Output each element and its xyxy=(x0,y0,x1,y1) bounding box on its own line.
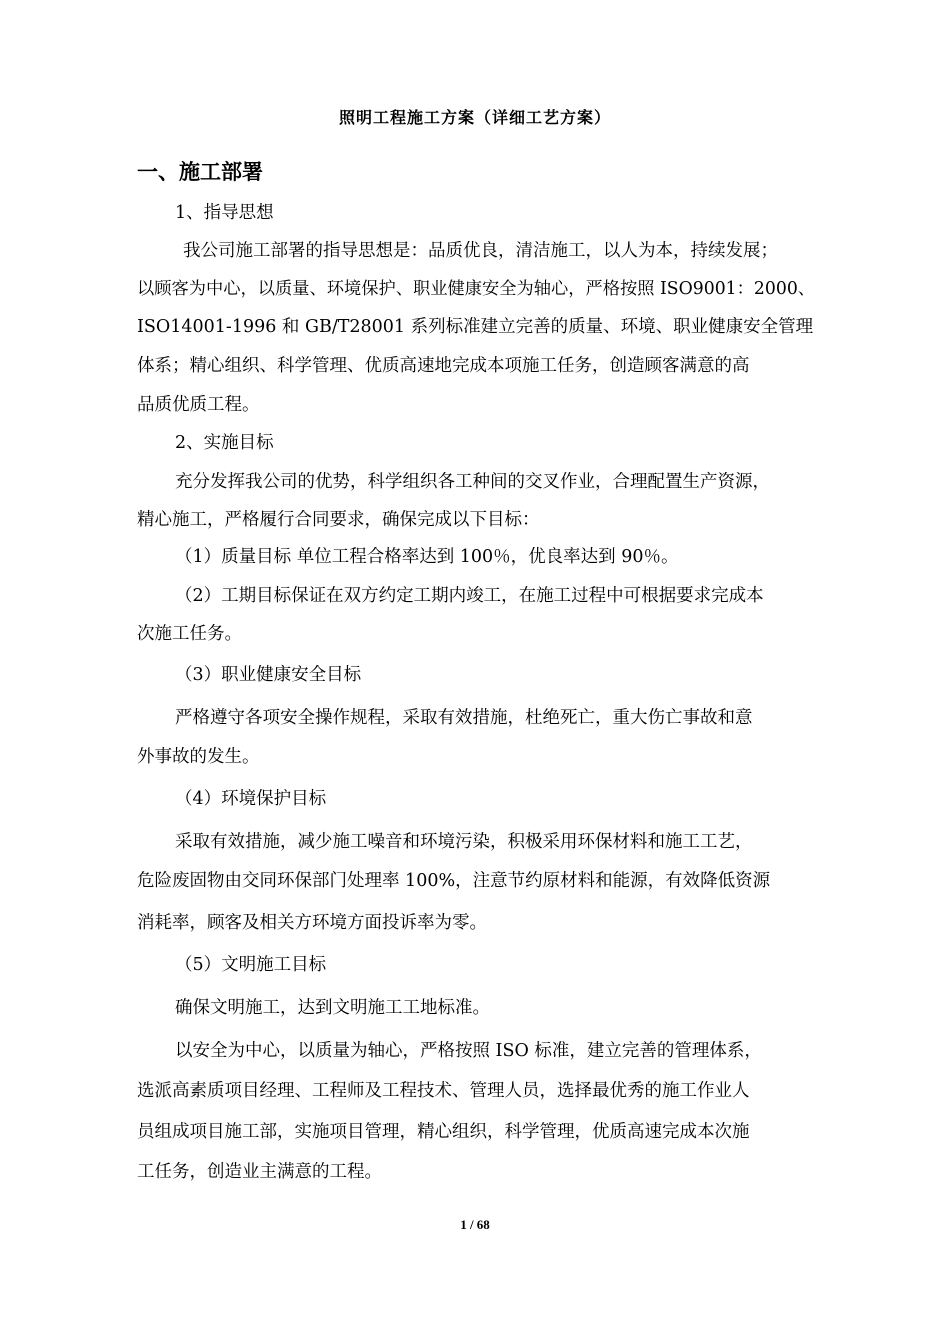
paragraph-line: 采取有效措施，减少施工噪音和环境污染，积极采用环保材料和施工工艺， xyxy=(175,832,753,852)
document-title: 照明工程施工方案（详细工艺方案） xyxy=(338,108,611,127)
list-item: （4）环境保护目标 xyxy=(175,789,327,809)
subsection-heading: 1、指导思想 xyxy=(175,203,274,223)
paragraph-line: ISO14001-1996 和 GB/T28001 系列标准建立完善的质量、环境、职业健康安全管理 xyxy=(137,317,814,337)
list-item: （3）职业健康安全目标 xyxy=(175,665,362,685)
paragraph-line: 员组成项目施工部，实施项目管理，精心组织，科学管理，优质高速完成本次施 xyxy=(137,1122,750,1142)
paragraph-line: 品质优质工程。 xyxy=(137,395,260,415)
page-number: 1 / 68 xyxy=(460,1217,490,1232)
paragraph-line: 以安全为中心，以质量为轴心，严格按照 ISO 标准，建立完善的管理体系， xyxy=(175,1041,762,1061)
paragraph-line: 以顾客为中心，以质量、环境保护、职业健康安全为轴心，严格按照 ISO9001：2000、 xyxy=(137,279,816,299)
paragraph-line: 工任务，创造业主满意的工程。 xyxy=(137,1162,382,1182)
list-item: （2）工期目标保证在双方约定工期内竣工，在施工过程中可根据要求完成本 xyxy=(175,586,764,606)
list-item: （1）质量目标 单位工程合格率达到 100％，优良率达到 90％。 xyxy=(175,547,679,567)
paragraph-line: 精心施工，严格履行合同要求，确保完成以下目标： xyxy=(137,510,540,530)
paragraph-line: 选派高素质项目经理、工程师及工程技术、管理人员，选择最优秀的施工作业人 xyxy=(137,1081,750,1101)
list-item: （5）文明施工目标 xyxy=(175,955,327,975)
paragraph-line: 确保文明施工，达到文明施工工地标准。 xyxy=(175,998,490,1018)
paragraph-line: 消耗率，顾客及相关方环境方面投诉率为零。 xyxy=(137,913,487,933)
paragraph-line: 危险废固物由交同环保部门处理率 100%，注意节约原材料和能源，有效降低资源 xyxy=(137,871,771,891)
paragraph-line: 我公司施工部署的指导思想是：品质优良，清洁施工，以人为本，持续发展； xyxy=(183,241,778,261)
paragraph-line: 充分发挥我公司的优势，科学组织各工种间的交叉作业，合理配置生产资源， xyxy=(175,472,770,492)
section-heading: 一、施工部署 xyxy=(137,159,263,184)
subsection-heading: 2、实施目标 xyxy=(175,433,274,453)
paragraph-line: 严格遵守各项安全操作规程，采取有效措施，杜绝死亡，重大伤亡事故和意 xyxy=(175,708,753,728)
paragraph-line: 体系；精心组织、科学管理、优质高速地完成本项施工任务，创造顾客满意的高 xyxy=(137,356,750,376)
paragraph-line: 外事故的发生。 xyxy=(137,747,260,767)
paragraph-line: 次施工任务。 xyxy=(137,624,242,644)
